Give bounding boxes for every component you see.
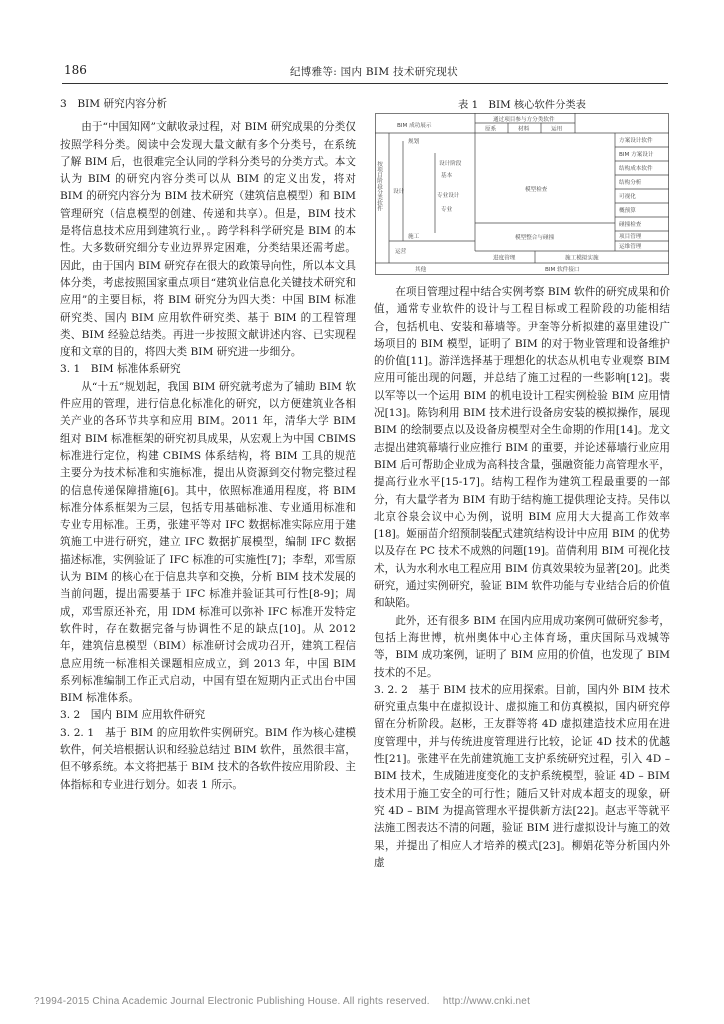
left-column	[60, 96, 356, 794]
right-paragraph-2: 此外，还有很多 BIM 在国内应用成功案例可做研究参考，包括上海世博，杭州奥体中心主体育场，重庆国际马戏城等等，BIM 成功案例，证明了 BIM 应用的价值，也发现了 BIM 技术的不足。	[374, 614, 670, 679]
table-bottom-2: 施工模拟实施	[565, 255, 599, 262]
table-header-group: 通过项目参与方分类软件	[493, 117, 555, 123]
table-header-col-1: 原系	[485, 126, 497, 133]
table-right-9: 运维管理	[619, 244, 642, 250]
table-phase-3: 施工	[408, 234, 420, 240]
section-3-1-title: 3. 1 BIM 标准体系研究	[60, 363, 181, 376]
table-right-3: 结构成本软件	[619, 166, 653, 172]
table-right-1: 方案设计软件	[619, 138, 653, 144]
right-column	[374, 284, 670, 872]
table-bottom-3: 其他	[415, 267, 427, 273]
table-sub-4: 专业	[441, 207, 453, 213]
header-rule	[62, 83, 668, 84]
table-right-4: 结构分析	[619, 180, 642, 186]
table-1-caption: 表 1 BIM 核心软件分类表	[458, 99, 586, 111]
copyright-footer: ?1994-2015 China Academic Journal Electronic Publishing House. All rights reserved. http://www.cnki.net	[34, 996, 531, 1007]
running-head: 纪博雅等: 国内 BIM 技术研究现状	[290, 66, 458, 78]
table-header-top-left: BIM 成功展示	[397, 123, 432, 129]
table-bottom-1: 进度管理	[493, 255, 516, 262]
table-sub-2: 基本	[441, 173, 453, 179]
table-side-label: 按项目阶段分类软件	[376, 161, 382, 212]
section-3-1-paragraph: 从“十五”规划起，我国 BIM 研究就考虑为了辅助 BIM 软件应用的管理，进行信息化标准化的研究，以方便建筑业各相关产业的各环节共享和应用 BIM。2011 年，清华大学 BIM 组对 BIM 标准框架的研究初具成果，从宏观上为中国 CBIMS 标准进行定位，构建 CBIMS 体系结构，将 BIM 工具的规范主要分为技术标准和实施标准，提出从资源到交付物完整过程的信息传递保障措施[6]。其中，依照标准通用程度，将 BIM 标准分体系框架为三层，包括专用基础标准、专业通用标准和专业专用标准。王勇，张建平等对 IFC 数据标准实际应用于建筑施工中进行研究，建立 IFC 数据扩展模型，编制 IFC 数据描述标准，实例验证了 IFC 标准的可实施性[7]；李犁，邓雪原认为 BIM 的核心在于信息共享和交换，分析 BIM 技术发展的当前问题，提出需要基于 IFC 标准并验证其可行性[8-9]；周成，邓雪原还补充，用 IDM 标准可以弥补 IFC 标准开发特定软件时，存在数据完备与协调性不足的缺点[10]。从 2012 年，建筑信息模型（BIM）标准研讨会成功召开，建筑工程信息应用统一标准相关课题相应成立，到 2013 年，中国 BIM 系列标准编制工作正式启动，中国有望在短期内正式出台中国 BIM 标准体系。	[60, 380, 356, 705]
table-mid-2: 模型整合与碰撞	[515, 235, 555, 241]
table-right-8: 项目管理	[619, 234, 642, 240]
section-3-paragraph: 由于“中国知网”文献收录过程，对 BIM 研究成果的分类仅按照学科分类。阅读中会发现大量文献有多个分类号，在系统了解 BIM 后，也很难完全认同的学科分类号的分类方式。本文认为 BIM 的研究内容分类可以从 BIM 的定义出发，将对 BIM 的研究内容分为 BIM 技术研究（建筑信息模型）和 BIM 管理研究（信息模型的创建、传递和共享）。但是，BIM 技术是将信息技术应用到建筑行业，。跨学科科学研究是 BIM 的本性。大多数研究细分专业边界界定困难，分类结果还需考虑。因此，由于国内 BIM 研究存在很大的政策导向性，所以本文具体分类，考虑按照国家重点项目“建筑业信息化关键技术研究和应用”的主要目标，将 BIM 研究分为四大类：中国 BIM 标准研究类、国内 BIM 应用软件研究类、基于 BIM 的工程管理类、BIM 经验总结类。再进一步按照文献讲述内容、已实现程度和文章的目的，将四大类 BIM 研究进一步细分。	[60, 121, 356, 359]
table-sub-3: 专业设计	[437, 193, 460, 199]
section-3-2-2-paragraph: 3. 2. 2 基于 BIM 技术的应用探索。目前，国内外 BIM 技术研究重点集中在虚拟设计、虚拟施工和仿真模拟，国内研究停留在分析阶段。赵彬，王友群等将 4D 虚拟建造技术应用在进度管理中，并与传统进度管理进行比较，论证 4D 技术的优越性[21]。张建平在先前建筑施工支护系统研究过程，引入 4D – BIM 技术，生成随进度变化的支护系统模型，验证 4D – BIM 技术用于施工安全的可行性；随后又针对成本超支的现象，研究 4D – BIM 为提高管理水平提供新方法[22]。赵志平等就平法施工图表达不清的问题，验证 BIM 进行虚拟设计与施工的效果，并提出了相应人才培养的模式[23]。柳娟花等分析国内外虚	[374, 683, 670, 869]
table-mid-1: 模型检查	[525, 187, 548, 193]
table-right-7: 碰撞检查	[619, 222, 642, 228]
table-phase-4: 运营	[395, 249, 407, 255]
section-3-2-title: 3. 2 国内 BIM 应用软件研究	[60, 709, 206, 722]
table-phase-2: 设计	[393, 189, 405, 195]
table-header-col-3: 运用	[551, 126, 563, 133]
table-header-col-2: 材料	[518, 126, 530, 133]
table-bottom-4: BIM 软件接口	[545, 267, 580, 273]
table-sub-1: 设计阶段	[439, 161, 462, 167]
section-3-2-1-paragraph: 3. 2. 1 基于 BIM 的应用软件实例研究。BIM 作为核心建模软件，何关培根据认识和经验总结过 BIM 软件，虽然很丰富，但不够系统。本文将把基于 BIM 技术的各软件按应用阶段、主体指标和专业进行划分。如表 1 所示。	[60, 726, 356, 791]
table-1	[375, 113, 669, 275]
page-number: 186	[64, 63, 87, 77]
table-right-6: 概预算	[619, 208, 636, 214]
table-right-2: BIM 方案设计	[619, 152, 654, 158]
section-3-title: 3 BIM 研究内容分析	[60, 98, 168, 110]
table-phase-1: 规划	[408, 139, 420, 145]
table-right-5: 可视化	[619, 194, 636, 200]
table-1-grid	[375, 113, 669, 275]
right-paragraph-1: 在项目管理过程中结合实例考察 BIM 软件的研究成果和价值，通常专业软件的设计与工程目标或工程阶段的功能相结合，包括机电、安装和幕墙等。尹奎等分析拟建的嘉里建设广场项目的 BIM 模型，证明了 BIM 的对于物业管理和设备维护的价值[11]。游洋选择基于理想化的状态从机电专业观察 BIM 应用可能出现的问题，并总结了施工过程的一些影响[12]。裴以军等以一个运用 BIM 的机电设计工程实例检验 BIM 应用情况[13]。陈钧利用 BIM 技术进行设备房安装的模拟操作，展现 BIM 的绘制要点以及设备房模型对全生命期的作用[14]。龙文志提出建筑幕墙行业应推行 BIM 的重要，并论述幕墙行业应用 BIM 后可帮助企业成为高科技含量，强融资能力高管理水平，提高行业水平[15-17]。结构工程作为建筑工程最重要的一部分，有大量学者为 BIM 有助于结构施工提供理论支持。吴伟以北京谷泉会议中心为例，说明 BIM 应用大大提高工作效率[18]。姬丽苗介绍预制装配式建筑结构设计中应用 BIM 的优势以及存在 PC 技术不成熟的问题[19]。苗倩利用 BIM 可视化技术，认为水利水电工程应用 BIM 仿真效果较为显著[20]。此类研究，通过实例研究，验证 BIM 软件功能与专业结合后的价值和缺陷。	[374, 286, 670, 610]
